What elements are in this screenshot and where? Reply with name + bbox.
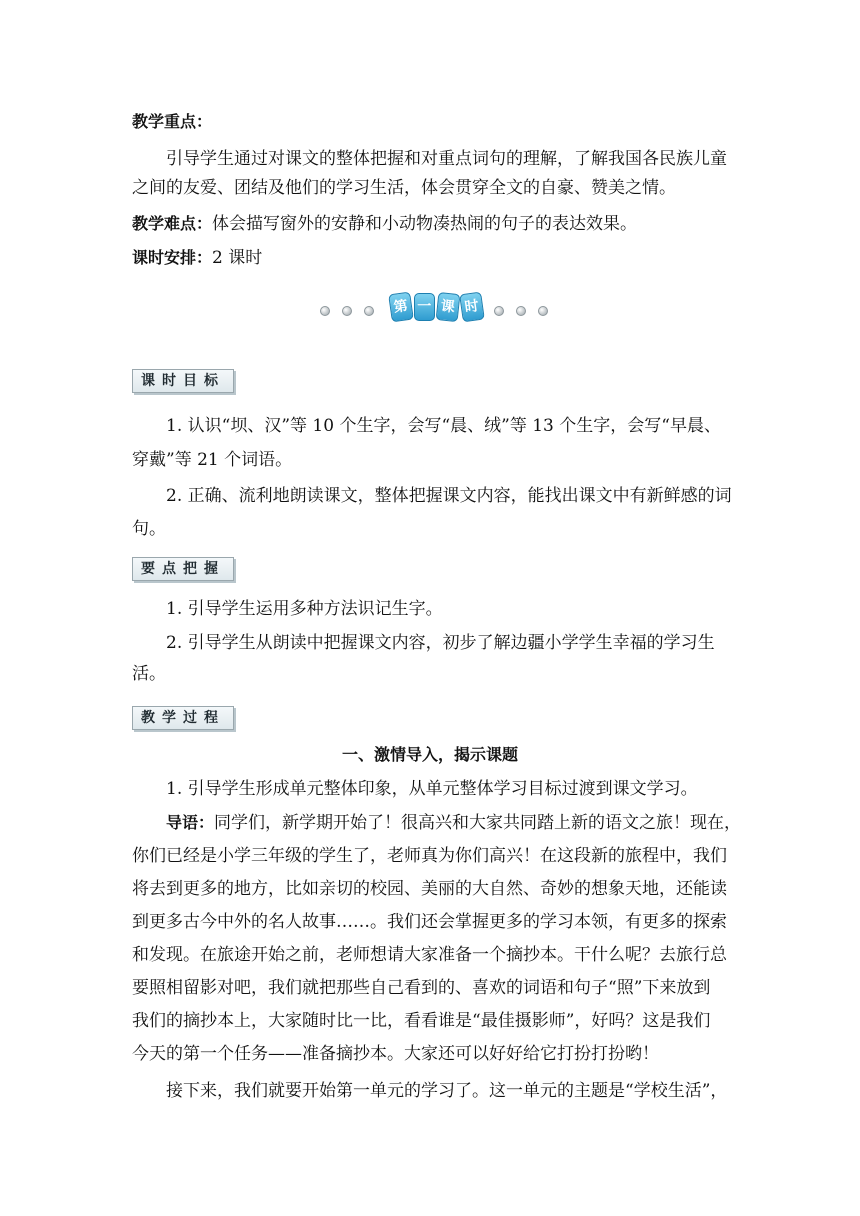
guide-first-text: 同学们，新学期开始了！很高兴和大家共同踏上新的语文之旅！现在， [214, 813, 742, 833]
banner-char: 第 [388, 292, 413, 323]
guide-line: 我们的摘抄本上，大家随时比一比，看看谁是“最佳摄影师”，好吗？这是我们 [132, 1011, 711, 1031]
guide-line: 今天的第一个任务——准备摘抄本。大家还可以好好给它打扮打扮哟！ [132, 1044, 659, 1064]
schedule-text: 2 课时 [212, 248, 263, 268]
guide-label: 导语： [166, 813, 215, 832]
keypoints-tag: 要点把握 [132, 557, 234, 581]
banner-dot-icon [494, 306, 504, 316]
focus-line-1: 引导学生通过对课文的整体把握和对重点词句的理解，了解我国各民族儿童 [166, 149, 727, 169]
banner-dot-icon [516, 306, 526, 316]
schedule-heading: 课时安排： [132, 248, 213, 267]
banner-char: 课 [436, 292, 460, 322]
process-tag: 教学过程 [132, 706, 234, 730]
guide-first-line [166, 810, 776, 836]
goals-line-4: 句。 [132, 519, 166, 539]
guide-line: 到更多古今中外的名人故事……。我们还会掌握更多的学习本领，有更多的探索 [132, 912, 727, 932]
next-paragraph-line: 接下来，我们就要开始第一单元的学习了。这一单元的主题是“学校生活”， [166, 1081, 728, 1101]
keypoints-line-1: 1. 引导学生运用多种方法识记生字。 [166, 599, 443, 619]
schedule-row [132, 245, 742, 271]
banner-dot-icon [538, 306, 548, 316]
banner-dot-icon [342, 306, 352, 316]
guide-line: 你们已经是小学三年级的学生了，老师真为你们高兴！在这段新的旅程中，我们 [132, 846, 727, 866]
focus-line-2: 之间的友爱、团结及他们的学习生活，体会贯穿全文的自豪、赞美之情。 [132, 178, 676, 198]
section-title: 一、激情导入，揭示课题 [341, 745, 518, 764]
difficulty-text: 体会描写窗外的安静和小动物凑热闹的句子的表达效果。 [212, 214, 638, 234]
guide-line: 要照相留影对吧，我们就把那些自己看到的、喜欢的词语和句子“照”下来放到 [132, 978, 711, 998]
keypoints-line-3: 活。 [132, 664, 166, 684]
banner-dot-icon [320, 306, 330, 316]
keypoints-line-2: 2. 引导学生从朗读中把握课文内容，初步了解边疆小学学生幸福的学习生 [166, 633, 715, 653]
banner-title [390, 293, 482, 321]
difficulty-row [132, 211, 742, 237]
goals-line-3: 2. 正确、流利地朗读课文，整体把握课文内容，能找出课文中有新鲜感的词 [166, 486, 732, 506]
banner-char: 一 [414, 293, 436, 321]
focus-heading: 教学重点： [132, 112, 213, 131]
process-step-1: 1. 引导学生形成单元整体印象，从单元整体学习目标过渡到课文学习。 [166, 779, 698, 799]
difficulty-heading: 教学难点： [132, 214, 213, 233]
lesson-banner [316, 290, 556, 326]
goals-tag: 课时目标 [132, 369, 234, 393]
banner-dot-icon [364, 306, 374, 316]
goals-line-2: 穿戴”等 21 个词语。 [132, 450, 293, 470]
guide-line: 将去到更多的地方，比如亲切的校园、美丽的大自然、奇妙的想象天地，还能读 [132, 879, 727, 899]
goals-line-1: 1. 认识“坝、汉”等 10 个生字，会写“晨、绒”等 13 个生字，会写“早晨、 [166, 416, 721, 436]
guide-line: 和发现。在旅途开始之前，老师想请大家准备一个摘抄本。干什么呢？去旅行总 [132, 945, 727, 965]
banner-char: 时 [459, 292, 484, 323]
